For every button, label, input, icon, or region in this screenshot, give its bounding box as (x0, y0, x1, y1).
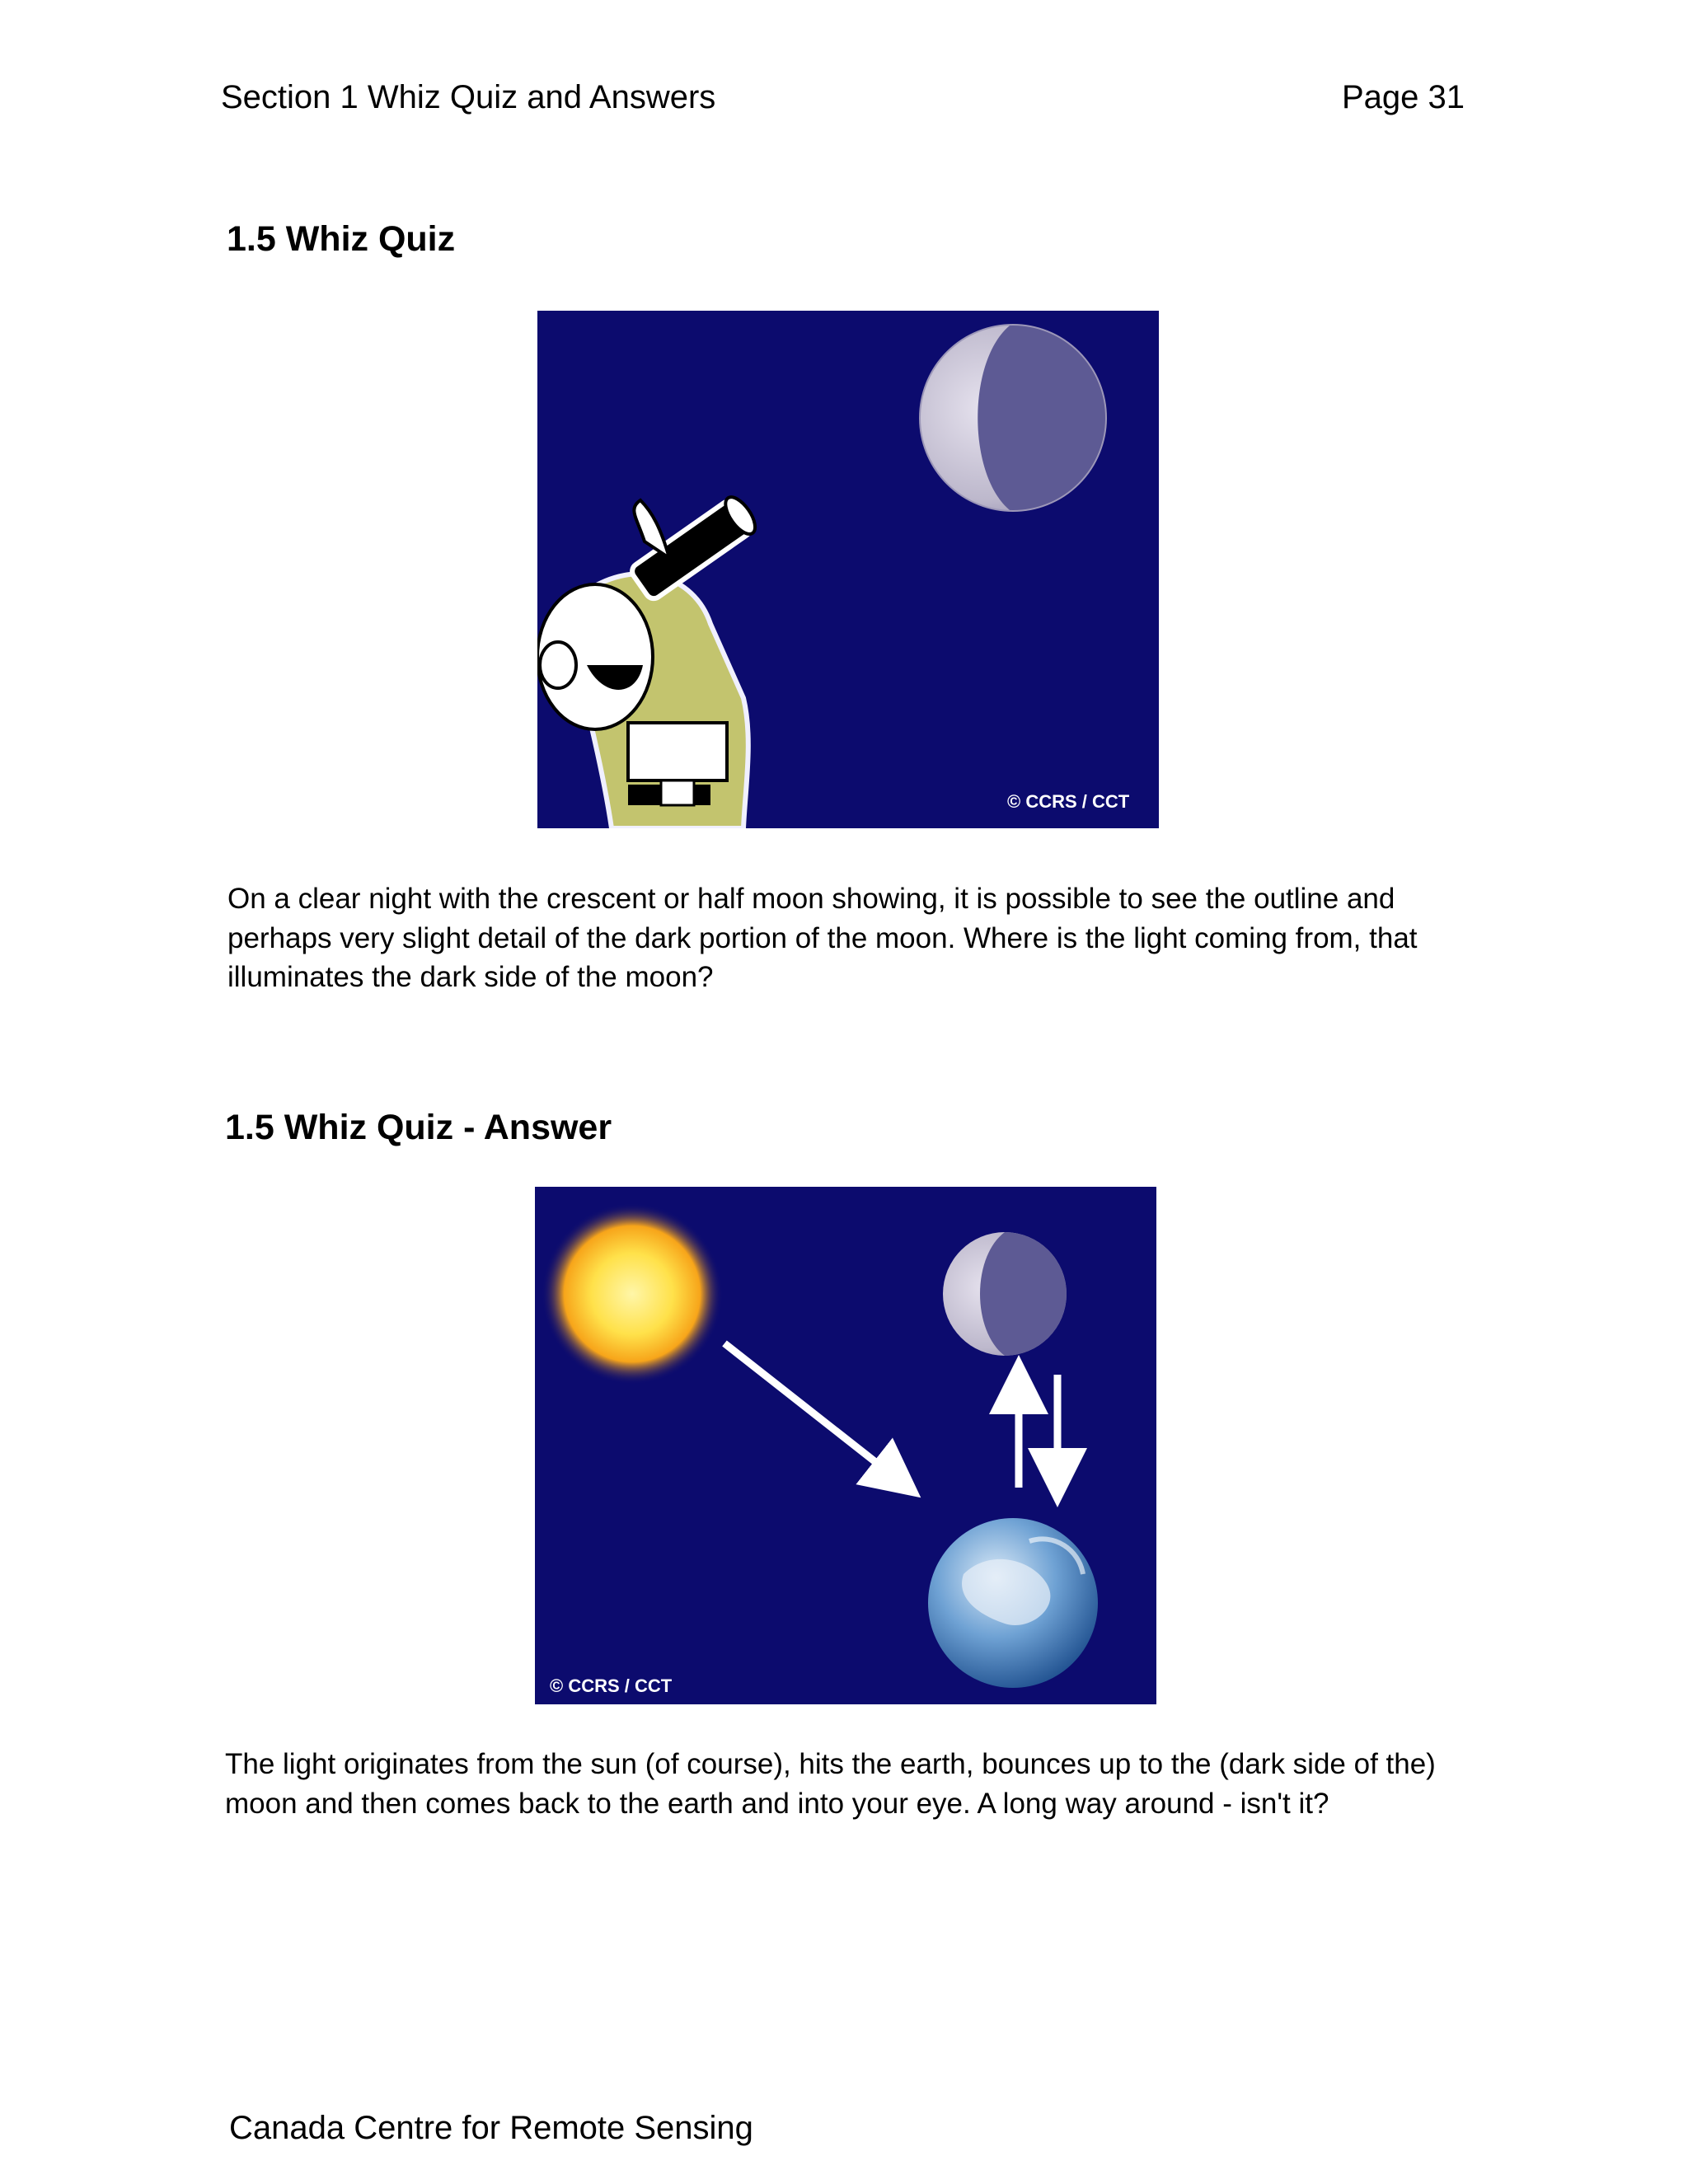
answer-figure-copyright: © CCRS / CCT (550, 1675, 673, 1696)
header-page-number: Page 31 (1342, 79, 1465, 115)
quiz-heading: 1.5 Whiz Quiz (227, 219, 456, 259)
quiz-figure-moon-observer (537, 311, 1159, 828)
answer-figure-sun-earth-moon (535, 1187, 1156, 1704)
earth-icon (928, 1518, 1098, 1688)
quiz-figure-copyright: © CCRS / CCT (1007, 791, 1130, 812)
answer-heading: 1.5 Whiz Quiz - Answer (225, 1108, 612, 1147)
quiz-question: On a clear night with the crescent or half moon showing, it is possible to see the outline and perhaps very slight detail of the dark portion of the moon. Where is the light coming from, that illuminates the dark side of the moon? (227, 883, 1418, 993)
header-section-title: Section 1 Whiz Quiz and Answers (221, 79, 716, 115)
sun-icon (542, 1203, 723, 1385)
footer-organization: Canada Centre for Remote Sensing (229, 2110, 753, 2146)
answer-text: The light originates from the sun (of course), hits the earth, bounces up to the (dark side of the) moon and then comes back to the earth and into your eye. A long way around - isn't it? (225, 1748, 1436, 1820)
